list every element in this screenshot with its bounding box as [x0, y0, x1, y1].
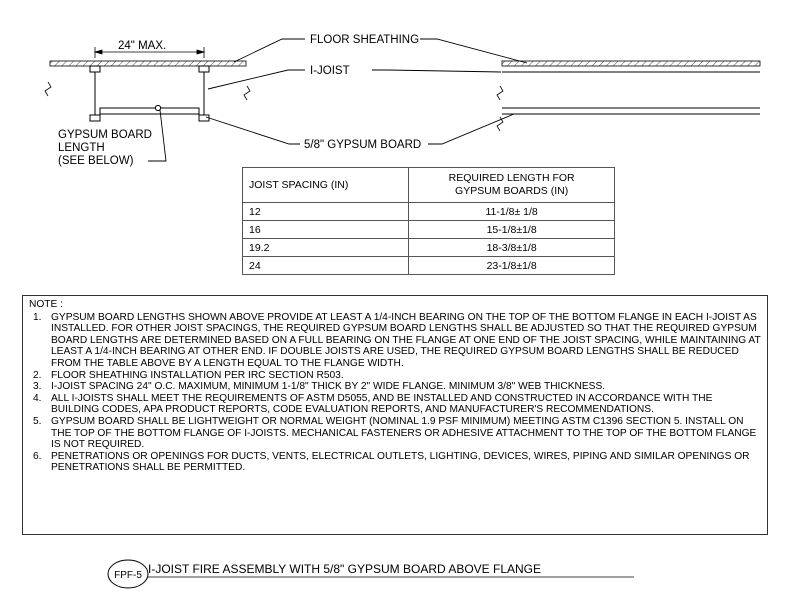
- detail-tag: FPF-5: [114, 570, 142, 581]
- table-row: [243, 203, 615, 221]
- note-number: 2.: [33, 369, 42, 381]
- note-text: GYPSUM BOARD LENGTHS SHOWN ABOVE PROVIDE AT LEAST A 1/4-INCH BEARING ON THE TOP OF THE BOTTOM FLANGE IN EACH I-JOIST AS INSTALLED. FOR OTHER JOIST SPACINGS, THE REQUIRED GYPSUM BOARD LENGTHS SHALL BE ADJUSTED SO THAT THE REQUIRED GYPSUM BOARD LENGTHS ARE DETERMINED BASED ON A FULL BEARING ON THE FLANGE AT ONE END OF THE JOIST SPACING, WHILE MAINTAINING AT LEAST A 1/4-INCH BEARING AT OTHER END. IF DOUBLE JOISTS ARE USED, THE REQUIRED GYPSUM BOARD LENGTHS SHALL BE REDUCED FROM THE TABLE ABOVE BY A LENGTH EQUAL TO THE FLANGE WIDTH.: [51, 311, 761, 369]
- note-number: 6.: [33, 450, 42, 462]
- cell-spacing: 16: [243, 221, 409, 239]
- ijoist-flange-right: [502, 72, 760, 114]
- ijoist-left-a: [90, 66, 100, 121]
- header-required-length-line-1: REQUIRED LENGTH FOR: [448, 172, 575, 184]
- header-required-length-line-2: GYPSUM BOARDS (IN): [455, 185, 569, 197]
- note-number: 4.: [33, 392, 42, 404]
- cell-length: 15-1/8±1/8: [409, 221, 615, 239]
- spacing-label: 24" MAX.: [118, 40, 167, 52]
- cell-length: 11-1/8± 1/8: [409, 203, 615, 221]
- note-item: [29, 393, 761, 416]
- header-joist-spacing: JOIST SPACING (IN): [243, 168, 409, 203]
- note-text: PENETRATIONS OR OPENINGS FOR DUCTS, VENTS, ELECTRICAL OUTLETS, LIGHTING, DEVICES, WIRES, PIPING AND SIMILAR OPENINGS OR PENETRATIONS SHALL BE PERMITTED.: [51, 450, 750, 474]
- gypsum-length-table: [242, 167, 615, 275]
- gypsum-length-line-3: (SEE BELOW): [58, 155, 134, 167]
- note-item: [29, 381, 761, 393]
- gypsum-length-line-2: LENGTH: [58, 142, 105, 154]
- note-item: [29, 416, 761, 451]
- cell-spacing: 19.2: [243, 239, 409, 257]
- drawing-title: I-JOIST FIRE ASSEMBLY WITH 5/8" GYPSUM BOARD ABOVE FLANGE: [148, 562, 542, 576]
- note-item: [29, 370, 761, 382]
- note-number: 3.: [33, 381, 42, 393]
- ijoist-label: I-JOIST: [310, 65, 350, 77]
- notes-box: [22, 295, 768, 535]
- note-item: [29, 312, 761, 370]
- gypsum-length-callout: [58, 129, 152, 167]
- note-text: I-JOIST SPACING 24" O.C. MAXIMUM, MINIMUM 1-1/8" THICK BY 2" WIDE FLANGE. MINIMUM 3/8" WEB THICKNESS.: [51, 381, 606, 393]
- gypsum-board-label: 5/8" GYPSUM BOARD: [304, 139, 422, 151]
- ijoist-left-b: [199, 66, 209, 121]
- gypsum-board-left: [100, 105, 199, 114]
- cell-length: 18-3/8±1/8: [409, 239, 615, 257]
- cell-spacing: 12: [243, 203, 409, 221]
- table-row: [243, 239, 615, 257]
- break-lines: [45, 82, 503, 131]
- note-number: 5.: [33, 415, 42, 427]
- floor-sheathing-left: [50, 61, 246, 66]
- note-item: [29, 451, 761, 474]
- header-required-length: [409, 168, 615, 203]
- cell-length: 23-1/8±1/8: [409, 257, 615, 275]
- table-header-row: [243, 168, 615, 203]
- cell-spacing: 24: [243, 257, 409, 275]
- floor-sheathing-right: [502, 61, 760, 66]
- notes-heading: NOTE :: [29, 299, 63, 310]
- note-text: ALL I-JOISTS SHALL MEET THE REQUIREMENTS OF ASTM D5055, AND BE INSTALLED AND CONSTRUCTED IN ACCORDANCE WITH THE BUILDING CODES, APA PRODUCT REPORTS, CODE EVALUATION REPORTS, AND MANUFACTURER'S RECOMMENDATIONS.: [51, 392, 713, 416]
- note-text: GYPSUM BOARD SHALL BE LIGHTWEIGHT OR NORMAL WEIGHT (NOMINAL 1.9 PSF MINIMUM) MEETING ASTM C1396 SECTION 5. INSTALL ON THE TOP OF THE BOTTOM FLANGE OF I-JOISTS. MECHANICAL FASTENERS OR ADHESIVE ATTACHMENT TO THE TOP OF THE BOTTOM FLANGE IS NOT REQUIRED.: [51, 415, 757, 451]
- table-row: [243, 257, 615, 275]
- note-text: FLOOR SHEATHING INSTALLATION PER IRC SECTION R503.: [51, 369, 344, 381]
- drawing-title-block: [0, 552, 792, 602]
- note-number: 1.: [33, 311, 42, 323]
- floor-sheathing-label: FLOOR SHEATHING: [310, 34, 420, 46]
- gypsum-length-line-1: GYPSUM BOARD: [58, 129, 152, 141]
- table-row: [243, 221, 615, 239]
